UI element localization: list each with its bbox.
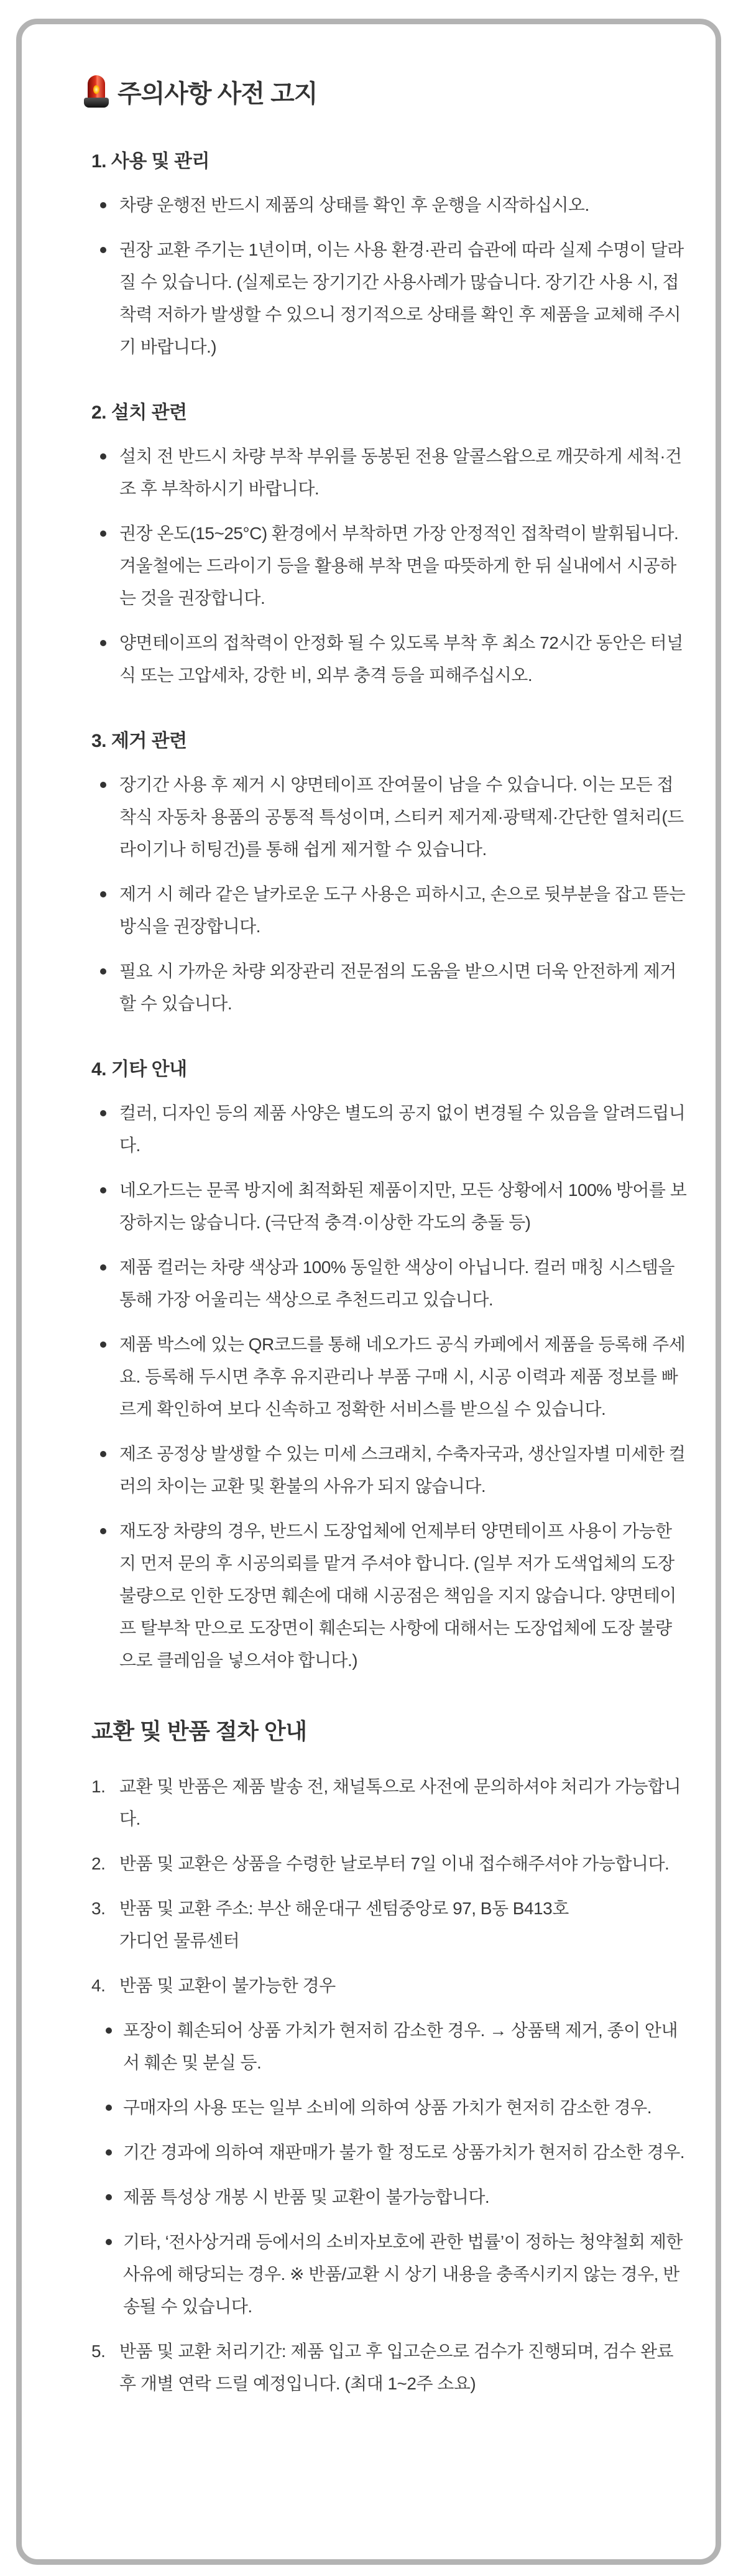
bullet-icon: [100, 530, 106, 537]
section-list: [91, 1097, 688, 1677]
exchange-sub-list: [119, 2014, 688, 2323]
list-item-text: 설치 전 반드시 차량 부착 부위를 동봉된 전용 알콜스왑으로 깨끗하게 세척·건조 후 부착하시기 바랍니다.: [119, 447, 682, 498]
exchange-item-text: 반품 및 교환 처리기간: 제품 입고 후 입고순으로 검수가 진행되며, 검수 완료 후 개별 연락 드릴 예정입니다. (최대 1~2주 소요): [119, 2342, 674, 2393]
bullet-icon: [100, 202, 106, 208]
section-list: [91, 189, 688, 363]
list-item: [91, 955, 688, 1020]
exchange-heading: 교환 및 반품 절차 안내: [91, 1718, 307, 1744]
notice-content: [91, 74, 688, 2412]
sub-list-item-text: 제품 특성상 개봉 시 반품 및 교환이 불가능합니다.: [123, 2187, 490, 2207]
list-item-text: 차량 운행전 반드시 제품의 상태를 확인 후 운행을 시작하십시오.: [119, 195, 589, 215]
bullet-icon: [100, 1451, 106, 1457]
sub-list-item: [117, 2181, 688, 2213]
bullet-icon: [100, 891, 106, 897]
bullet-icon: [106, 2027, 112, 2034]
list-item-text: 네오가드는 문콕 방지에 최적화된 제품이지만, 모든 상황에서 100% 방어를 보장하지는 않습니다. (극단적 충격·이상한 각도의 충돌 등): [119, 1180, 687, 1232]
item-number: 2.: [91, 1854, 106, 1873]
exchange-item-text: 반품 및 교환은 상품을 수령한 날로부터 7일 이내 접수해주셔야 가능합니다.: [119, 1854, 670, 1873]
exchange-item: [91, 1970, 688, 2323]
list-item: [91, 1097, 688, 1162]
list-item: [91, 1251, 688, 1316]
list-item-text: 필요 시 가까운 차량 외장관리 전문점의 도움을 받으시면 더욱 안전하게 제거할 수 있습니다.: [119, 961, 676, 1013]
section-list: [91, 440, 688, 692]
exchange-item-text: 교환 및 반품은 제품 발송 전, 채널톡으로 사전에 문의하셔야 처리가 가능합니다.: [119, 1777, 681, 1828]
list-item: [91, 878, 688, 943]
section-list: [91, 769, 688, 1020]
bullet-icon: [100, 1264, 106, 1271]
section-heading: 3. 제거 관련: [91, 731, 187, 751]
bullet-icon: [100, 782, 106, 788]
list-item: [91, 234, 688, 363]
bullet-icon: [106, 2239, 112, 2245]
exchange-list: [91, 1771, 688, 2400]
sub-list-item: [117, 2014, 688, 2079]
sub-list-item-text: 포장이 훼손되어 상품 가치가 현저히 감소한 경우. → 상품택 제거, 종이 안내서 훼손 및 분실 등.: [123, 2021, 678, 2072]
item-number: 5.: [91, 2342, 106, 2361]
bullet-icon: [100, 1528, 106, 1534]
list-item-text: 제품 컬러는 차량 색상과 100% 동일한 색상이 아닙니다. 컬러 매칭 시스템을 통해 가장 어울리는 색상으로 추천드리고 있습니다.: [119, 1258, 675, 1309]
page-title-text: 주의사항 사전 고지: [117, 80, 318, 108]
section-heading: 4. 기타 안내: [91, 1059, 187, 1080]
sub-list-item-text: 기타, ‘전사상거래 등에서의 소비자보호에 관한 법률’이 정하는 청약철회 제한사유에 해당되는 경우. ※ 반품/교환 시 상기 내용을 충족시키지 않는 경우, 반송될 수 있습니다.: [123, 2232, 683, 2316]
bullet-icon: [100, 1341, 106, 1348]
bullet-icon: [106, 2194, 112, 2200]
bullet-icon: [100, 453, 106, 460]
exchange-item-text: 반품 및 교환이 불가능한 경우: [119, 1976, 336, 1995]
section-heading: 2. 설치 관련: [91, 402, 187, 423]
sub-list-item: [117, 2136, 688, 2169]
bullet-icon: [100, 1110, 106, 1116]
sub-list-item: [117, 2226, 688, 2323]
police-siren-icon: [84, 75, 109, 109]
exchange-item: [91, 1848, 688, 1880]
exchange-item: [91, 2335, 688, 2400]
list-item-text: 권장 온도(15~25°C) 환경에서 부착하면 가장 안정적인 접착력이 발휘됩니다. 겨울철에는 드라이기 등을 활용해 부착 면을 따뜻하게 한 뒤 실내에서 시공하는 것을 권장합니다.: [119, 524, 679, 608]
exchange-item-text-line2: 가디언 물류센터: [119, 1931, 240, 1950]
list-item: [91, 627, 688, 692]
section-heading: 1. 사용 및 관리: [91, 151, 210, 172]
list-item: [91, 189, 688, 221]
bullet-icon: [106, 2149, 112, 2156]
list-item: [91, 1515, 688, 1677]
exchange-item: [91, 1771, 688, 1835]
list-item-text: 제조 공정상 발생할 수 있는 미세 스크래치, 수축자국과, 생산일자별 미세한 컬러의 차이는 교환 및 환불의 사유가 되지 않습니다.: [119, 1444, 686, 1496]
list-item: [91, 517, 688, 614]
item-number: 3.: [91, 1899, 106, 1918]
exchange-item: [91, 1893, 688, 1957]
item-number: 1.: [91, 1777, 106, 1796]
item-number: 4.: [91, 1976, 106, 1995]
page-title: [84, 74, 688, 109]
list-item-text: 장기간 사용 후 제거 시 양면테이프 잔여물이 남을 수 있습니다. 이는 모든 접착식 자동차 용품의 공통적 특성이며, 스티커 제거제·광택제·간단한 열처리(드라이기나 히팅건)를 통해 쉽게 제거할 수 있습니다.: [119, 775, 684, 859]
notice-sections: [91, 146, 688, 1677]
bullet-icon: [106, 2105, 112, 2111]
sub-list-item-text: 구매자의 사용 또는 일부 소비에 의하여 상품 가치가 현저히 감소한 경우.: [123, 2098, 652, 2117]
list-item-text: 양면테이프의 접착력이 안정화 될 수 있도록 부착 후 최소 72시간 동안은 터널식 또는 고압세차, 강한 비, 외부 충격 등을 피해주십시오.: [119, 633, 683, 685]
list-item: [91, 1174, 688, 1239]
list-item: [91, 1328, 688, 1425]
bullet-icon: [100, 968, 106, 975]
bullet-icon: [100, 1187, 106, 1193]
list-item: [91, 440, 688, 505]
list-item-text: 제품 박스에 있는 QR코드를 통해 네오가드 공식 카페에서 제품을 등록해 주세요. 등록해 두시면 추후 유지관리나 부품 구매 시, 시공 이력과 제품 정보를 빠르게 확인하여 보다 신속하고 정확한 서비스를 받으실 수 있습니다.: [119, 1335, 686, 1419]
list-item: [91, 769, 688, 866]
notice-card: [16, 19, 721, 2565]
list-item-text: 재도장 차량의 경우, 반드시 도장업체에 언제부터 양면테이프 사용이 가능한지 먼저 문의 후 시공의뢰를 맡겨 주셔야 합니다. (일부 저가 도색업체의 도장 불량으로 인한 도장면 훼손에 대해 시공점은 책임을 지지 않습니다. 양면테이프 탈부착 만으로 도장면이 훼손되는 사항에 대해서는 도장업체에 도장 불량으로 클레임을 넣으셔야 합니다.): [119, 1521, 676, 1670]
list-item-text: 권장 교환 주기는 1년이며, 이는 사용 환경·관리 습관에 따라 실제 수명이 달라질 수 있습니다. (실제로는 장기기간 사용사례가 많습니다. 장기간 사용 시, 접착력 저하가 발생할 수 있으니 정기적으로 상태를 확인 후 제품을 교체해 주시기 바랍니다.): [119, 240, 684, 356]
bullet-icon: [100, 640, 106, 646]
list-item-text: 제거 시 헤라 같은 날카로운 도구 사용은 피하시고, 손으로 뒷부분을 잡고 뜯는 방식을 권장합니다.: [119, 884, 686, 936]
sub-list-item: [117, 2092, 688, 2124]
exchange-item-text: 반품 및 교환 주소: 부산 해운대구 센텀중앙로 97, B동 B413호: [119, 1899, 569, 1918]
bullet-icon: [100, 247, 106, 253]
list-item-text: 컬러, 디자인 등의 제품 사양은 별도의 공지 없이 변경될 수 있음을 알려드립니다.: [119, 1103, 686, 1155]
sub-list-item-text: 기간 경과에 의하여 재판매가 불가 할 정도로 상품가치가 현저히 감소한 경우.: [123, 2143, 685, 2162]
list-item: [91, 1438, 688, 1503]
